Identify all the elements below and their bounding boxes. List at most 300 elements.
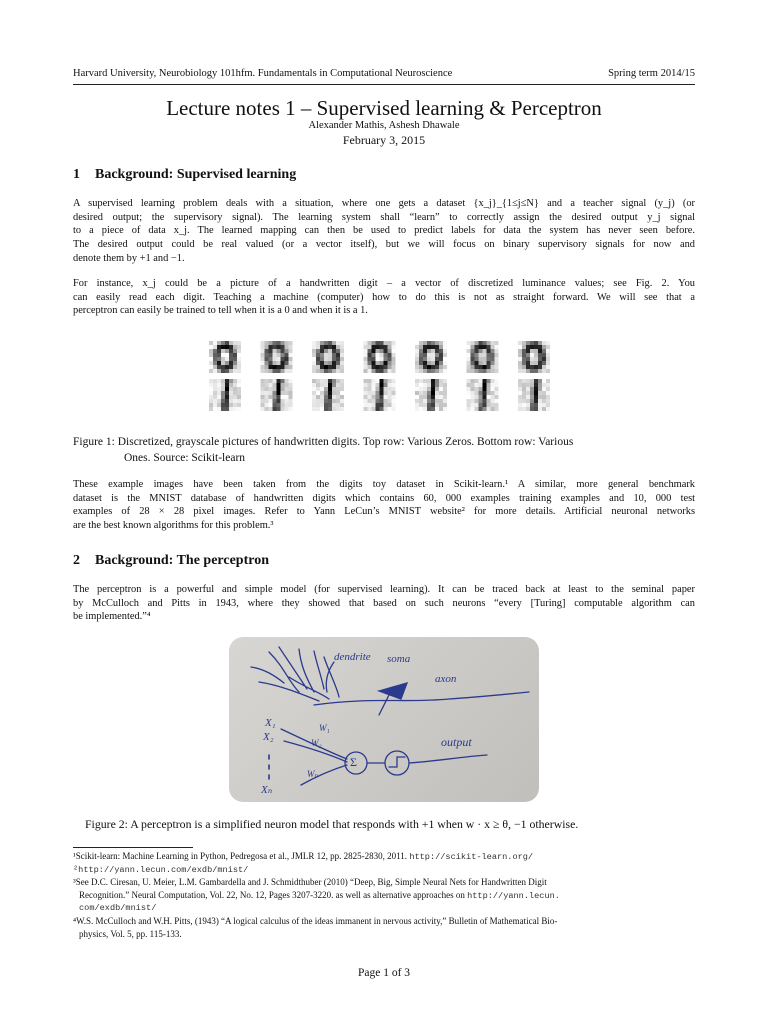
digit-pixel (423, 395, 427, 399)
digit-pixel (320, 395, 324, 399)
digit-pixel (233, 387, 237, 391)
digit-pixel (213, 345, 217, 349)
digit-pixel (277, 383, 281, 387)
footnote-text: Recognition.” Neural Computation, Vol. 22, No. 12, Pages 3207-3220. as well as alternative approaches on (79, 889, 465, 900)
digit-pixel (384, 399, 388, 403)
digit-pixel (277, 387, 281, 391)
digit-pixel (217, 399, 221, 403)
digit-pixel (273, 345, 277, 349)
digit-pixel (534, 357, 538, 361)
digit-pixel (312, 345, 316, 349)
digit-pixel (522, 349, 526, 353)
digit-pixel (281, 349, 285, 353)
digit-pixel (340, 391, 344, 395)
digit-pixel (431, 349, 435, 353)
digit-pixel (277, 357, 281, 361)
digit-pixel (467, 341, 471, 345)
digit-pixel (475, 379, 479, 383)
footnote-text: ³See D.C. Ciresan, U. Meier, L.M. Gambardella and J. Schmidthuber (2010) “Deep, Big, Simple Neural Nets for Handwritten Digit (73, 877, 547, 888)
digit-pixel (467, 403, 471, 407)
digit-pixel (336, 403, 340, 407)
digit-pixel (431, 361, 435, 365)
digit-pixel (487, 341, 491, 345)
digit-pixel (281, 383, 285, 387)
footnote-3 (73, 876, 695, 915)
digit-pixel (419, 341, 423, 345)
digit-pixel (522, 387, 526, 391)
digit-pixel (380, 361, 384, 365)
digit-pixel (213, 391, 217, 395)
digit-pixel (324, 407, 328, 411)
digit-pixel (312, 399, 316, 403)
section-1-paragraph-3 (73, 478, 695, 533)
digit-pixel (435, 399, 439, 403)
digit-pixel (265, 391, 269, 395)
digit-pixel (483, 383, 487, 387)
digit-pixel (209, 399, 213, 403)
digit-pixel (237, 365, 241, 369)
digit-pixel (530, 399, 534, 403)
digit-pixel (546, 349, 550, 353)
digit-pixel (419, 353, 423, 357)
digit-pixel (229, 345, 233, 349)
digit-pixel (209, 387, 213, 391)
digit-pixel (269, 403, 273, 407)
digit-pixel (364, 403, 368, 407)
digit-pixel (237, 379, 241, 383)
digit-pixel (443, 379, 447, 383)
digit-pixel (546, 369, 550, 373)
digit-pixel (221, 407, 225, 411)
digit-pixel (380, 353, 384, 357)
caption-line: Figure 1: Discretized, grayscale pictures of handwritten digits. Top row: Various Zeros. Bottom row: Various (73, 436, 574, 448)
digit-pixel (229, 379, 233, 383)
digit-pixel (491, 365, 495, 369)
digit-pixel (522, 345, 526, 349)
digit-pixel (538, 403, 542, 407)
digit-pixel (376, 407, 380, 411)
digit-pixel (479, 395, 483, 399)
digit-pixel (332, 365, 336, 369)
section-title: Background: The perceptron (95, 553, 269, 568)
digit-pixel (427, 345, 431, 349)
digit-pixel (415, 341, 419, 345)
digit-pixel (269, 407, 273, 411)
digit-pixel (209, 395, 213, 399)
digit-pixel (439, 345, 443, 349)
digit-pixel (229, 387, 233, 391)
digit-pixel (368, 341, 372, 345)
digit-pixel (471, 387, 475, 391)
digit-pixel (431, 391, 435, 395)
digit-pixel (384, 361, 388, 365)
digit-pixel (526, 349, 530, 353)
digit-pixel (328, 395, 332, 399)
digit-pixel (419, 391, 423, 395)
digit-pixel (316, 379, 320, 383)
digit-pixel (376, 345, 380, 349)
text-line: can easily read each digit. Teaching a machine (computer) how to do this is not as straight forward. We will see that a (73, 291, 695, 303)
digit-pixel (546, 395, 550, 399)
digit-pixel (380, 341, 384, 345)
digit-pixel (495, 349, 499, 353)
digit-pixel (217, 345, 221, 349)
digit-pixel (439, 395, 443, 399)
digit-pixel (380, 369, 384, 373)
footnote-link[interactable]: com/exdb/mnist/ (79, 903, 157, 914)
digit-pixel (479, 365, 483, 369)
section-1-paragraph-1 (73, 197, 695, 265)
digit-pixel (392, 353, 396, 357)
digit-pixel (320, 365, 324, 369)
text-line: These example images have been taken from the digits toy dataset in Scikit-learn.¹ A similar, more general benchmark (73, 479, 695, 490)
digit-pixel (269, 379, 273, 383)
digit-pixel (225, 365, 229, 369)
authors: Alexander Mathis, Ashesh Dhawale (308, 120, 460, 131)
digit-pixel (491, 369, 495, 373)
digit-pixel (336, 391, 340, 395)
footnote-text: ⁴W.S. McCulloch and W.H. Pitts, (1943) “A logical calculus of the ideas immanent in nervous activity,” Bulletin of Mathematical Bio- (73, 915, 558, 926)
digit-pixel (518, 391, 522, 395)
digit-pixel (324, 353, 328, 357)
digit-pixel (439, 399, 443, 403)
digit-pixel (534, 399, 538, 403)
digit-pixel (324, 391, 328, 395)
digit-pixel (392, 365, 396, 369)
digit-pixel (495, 341, 499, 345)
digit-pixel (265, 341, 269, 345)
digit-pixel (221, 353, 225, 357)
digit-pixel (530, 391, 534, 395)
digit-pixel (265, 399, 269, 403)
digit-pixel (320, 341, 324, 345)
digit-pixel (526, 407, 530, 411)
digit-pixel (518, 353, 522, 357)
digit-pixel (471, 341, 475, 345)
digit-pixel (491, 403, 495, 407)
digit-pixel (435, 387, 439, 391)
digit-pixel (439, 341, 443, 345)
digit-pixel (340, 357, 344, 361)
digit-pixel (427, 391, 431, 395)
digit-pixel (221, 379, 225, 383)
digit-pixel (372, 395, 376, 399)
digit-pixel (277, 407, 281, 411)
footnote-text-cont (73, 889, 695, 903)
digit-pixel (384, 353, 388, 357)
digit-pixel (368, 407, 372, 411)
digit-pixel (368, 365, 372, 369)
digit-pixel (320, 345, 324, 349)
digit-pixel (538, 353, 542, 357)
digit-pixel (289, 365, 293, 369)
digit-pixel (538, 369, 542, 373)
digit-pixel (324, 387, 328, 391)
digit-pixel (431, 353, 435, 357)
digit-pixel (483, 365, 487, 369)
digit-pixel (415, 345, 419, 349)
digit-pixel (364, 353, 368, 357)
digit-pixel (388, 361, 392, 365)
digit-pixel (546, 387, 550, 391)
digit-pixel (526, 391, 530, 395)
digit-pixel (233, 391, 237, 395)
digit-pixel (380, 403, 384, 407)
page-number: Page 1 of 3 (357, 967, 411, 979)
digit-pixel (475, 349, 479, 353)
digit-pixel (538, 383, 542, 387)
digit-pixel (384, 383, 388, 387)
digit-pixel (388, 365, 392, 369)
digit-pixel (388, 341, 392, 345)
digit-pixel (340, 379, 344, 383)
digit-pixel (495, 365, 499, 369)
digit-pixel (213, 387, 217, 391)
digit-pixel (491, 345, 495, 349)
digit-pixel (225, 345, 229, 349)
digit-pixel (487, 345, 491, 349)
digit-pixel (495, 391, 499, 395)
digit-pixel (289, 357, 293, 361)
digit-pixel (546, 341, 550, 345)
digit-pixel (423, 407, 427, 411)
digit-pixel (225, 349, 229, 353)
digit-pixel (320, 361, 324, 365)
digit-pixel (233, 403, 237, 407)
digit-pixel (229, 341, 233, 345)
digit-pixel (443, 353, 447, 357)
digit-pixel (364, 407, 368, 411)
digit-pixel (471, 383, 475, 387)
digit-pixel (328, 361, 332, 365)
digit-pixel (324, 341, 328, 345)
digit-pixel (380, 399, 384, 403)
digit-pixel (273, 341, 277, 345)
digit-pixel (392, 341, 396, 345)
digit-pixel (364, 341, 368, 345)
digit-pixel (491, 399, 495, 403)
digit-pixel (261, 361, 265, 365)
digit-pixel (518, 365, 522, 369)
digit-pixel (340, 383, 344, 387)
text-line: dataset is the MNIST database of handwritten digits which contains 60, 000 examples training examples and 10, 000 test (73, 492, 695, 504)
step-glyph (389, 757, 405, 767)
digit-pixel (332, 407, 336, 411)
digit-pixel (431, 395, 435, 399)
digit-pixel (225, 361, 229, 365)
digit-pixel (487, 365, 491, 369)
digit-pixel (328, 369, 332, 373)
footnote-2[interactable]: ²http://yann.lecun.com/exdb/mnist/ (73, 864, 249, 875)
digit-pixel (495, 379, 499, 383)
digit-pixel (289, 383, 293, 387)
digit-pixel (372, 353, 376, 357)
section-1-paragraph-2 (73, 277, 695, 318)
digit-pixel (435, 349, 439, 353)
digit-pixel (289, 361, 293, 365)
digit-pixel (221, 345, 225, 349)
digit-pixel (534, 341, 538, 345)
digit-pixel (419, 387, 423, 391)
digit-pixel (526, 341, 530, 345)
text-line: by McCulloch and Pitts in 1943, where they showed that based on such neurons “every [Turing] computable algorithm can (73, 597, 695, 609)
digit-pixel (542, 353, 546, 357)
digit-pixel (467, 399, 471, 403)
digit-pixel (332, 383, 336, 387)
digit-pixel (534, 383, 538, 387)
digit-pixel (483, 407, 487, 411)
digit-pixel (277, 391, 281, 395)
digit-pixel (225, 353, 229, 357)
digit-pixel (427, 387, 431, 391)
digit-pixel (221, 395, 225, 399)
digit-pixel (443, 383, 447, 387)
digit-pixel (435, 383, 439, 387)
digit-pixel (483, 357, 487, 361)
digit-pixel (483, 369, 487, 373)
digit-pixel (495, 345, 499, 349)
digit-pixel (443, 341, 447, 345)
digit-pixel (372, 399, 376, 403)
digit-pixel (427, 379, 431, 383)
digit-pixel (530, 341, 534, 345)
digit-pixel (415, 369, 419, 373)
digit-pixel (265, 353, 269, 357)
digit-pixel (479, 407, 483, 411)
digit-pixel (277, 399, 281, 403)
footnote-link[interactable]: http://scikit-learn.org/ (409, 852, 534, 862)
digit-pixel (415, 353, 419, 357)
digit-pixel (479, 357, 483, 361)
digit-pixel (443, 369, 447, 373)
digit-pixel (213, 357, 217, 361)
digit-pixel (546, 407, 550, 411)
digit-pixel (289, 391, 293, 395)
digit-pixel (312, 379, 316, 383)
digit-pixel (269, 361, 273, 365)
digit-pixel (332, 369, 336, 373)
digit-pixel (392, 361, 396, 365)
digit-pixel (427, 369, 431, 373)
digit-pixel (435, 379, 439, 383)
digit-pixel (285, 407, 289, 411)
digit-pixel (518, 407, 522, 411)
digit-pixel (479, 383, 483, 387)
digit-pixel (368, 361, 372, 365)
section-2-heading (73, 553, 269, 569)
digit-pixel (546, 357, 550, 361)
digit-pixel (526, 365, 530, 369)
digit-pixel (380, 387, 384, 391)
digit-pixel (495, 353, 499, 357)
digit-pixel (380, 349, 384, 353)
digit-pixel (316, 395, 320, 399)
digit-pixel (328, 387, 332, 391)
digit-pixel (213, 365, 217, 369)
digit-pixel (530, 361, 534, 365)
digit-pixel (546, 361, 550, 365)
digit-pixel (372, 383, 376, 387)
digit-pixel (487, 407, 491, 411)
digit-pixel (285, 353, 289, 357)
digit-pixel (530, 349, 534, 353)
digit-pixel (479, 341, 483, 345)
digit-pixel (332, 387, 336, 391)
digit-pixel (237, 403, 241, 407)
digit-pixel (419, 407, 423, 411)
text-line: examples of 28 × 28 pixel images. Refer to Yann LeCun’s MNIST website² for more details. Artificial neuronal networks (73, 506, 695, 518)
digit-pixel (312, 353, 316, 357)
digit-pixel (221, 341, 225, 345)
digit-pixel (289, 341, 293, 345)
digit-pixel (487, 387, 491, 391)
digit-pixel (479, 345, 483, 349)
digit-pixel (423, 379, 427, 383)
digit-pixel (518, 345, 522, 349)
digit-pixel (332, 353, 336, 357)
digit-pixel (217, 379, 221, 383)
digit-pixel (530, 357, 534, 361)
footnote-link[interactable]: http://yann.lecun. (467, 890, 560, 901)
digit-pixel (384, 403, 388, 407)
digit-pixel (542, 369, 546, 373)
digit-pixel (518, 395, 522, 399)
digit-pixel (213, 379, 217, 383)
digit-pixel (423, 349, 427, 353)
digit-pixel (538, 407, 542, 411)
digit-pixel (443, 395, 447, 399)
label-axon: axon (435, 673, 457, 685)
digit-pixel (495, 387, 499, 391)
digit-pixel (388, 391, 392, 395)
section-number: 1 (73, 167, 80, 182)
digit-pixel (467, 353, 471, 357)
digit-pixel (269, 369, 273, 373)
digit-pixel (273, 395, 277, 399)
digit-pixel (538, 365, 542, 369)
digit-pixel (427, 349, 431, 353)
digit-pixel (269, 383, 273, 387)
digit-pixel (261, 349, 265, 353)
digit-pixel (273, 407, 277, 411)
digit-pixel (467, 387, 471, 391)
digit-pixel (475, 383, 479, 387)
digit-pixel (225, 379, 229, 383)
digit-pixel (388, 349, 392, 353)
digit-pixel (443, 357, 447, 361)
digit-pixel (368, 383, 372, 387)
digit-pixel (392, 387, 396, 391)
digit-pixel (376, 361, 380, 365)
digit-pixel (364, 349, 368, 353)
digit-pixel (431, 341, 435, 345)
digit-pixel (530, 369, 534, 373)
digit-pixel (475, 361, 479, 365)
digit-pixel (431, 357, 435, 361)
section-1-heading (73, 167, 296, 183)
digit-pixel (261, 395, 265, 399)
digit-pixel (221, 383, 225, 387)
digit-pixel (336, 357, 340, 361)
digit-pixel (487, 353, 491, 357)
digit-pixel (316, 383, 320, 387)
digit-pixel (388, 357, 392, 361)
digit-pixel (316, 349, 320, 353)
digit-pixel (372, 361, 376, 365)
label-x1: X₁ (265, 717, 276, 729)
digit-pixel (289, 345, 293, 349)
digit-pixel (384, 395, 388, 399)
